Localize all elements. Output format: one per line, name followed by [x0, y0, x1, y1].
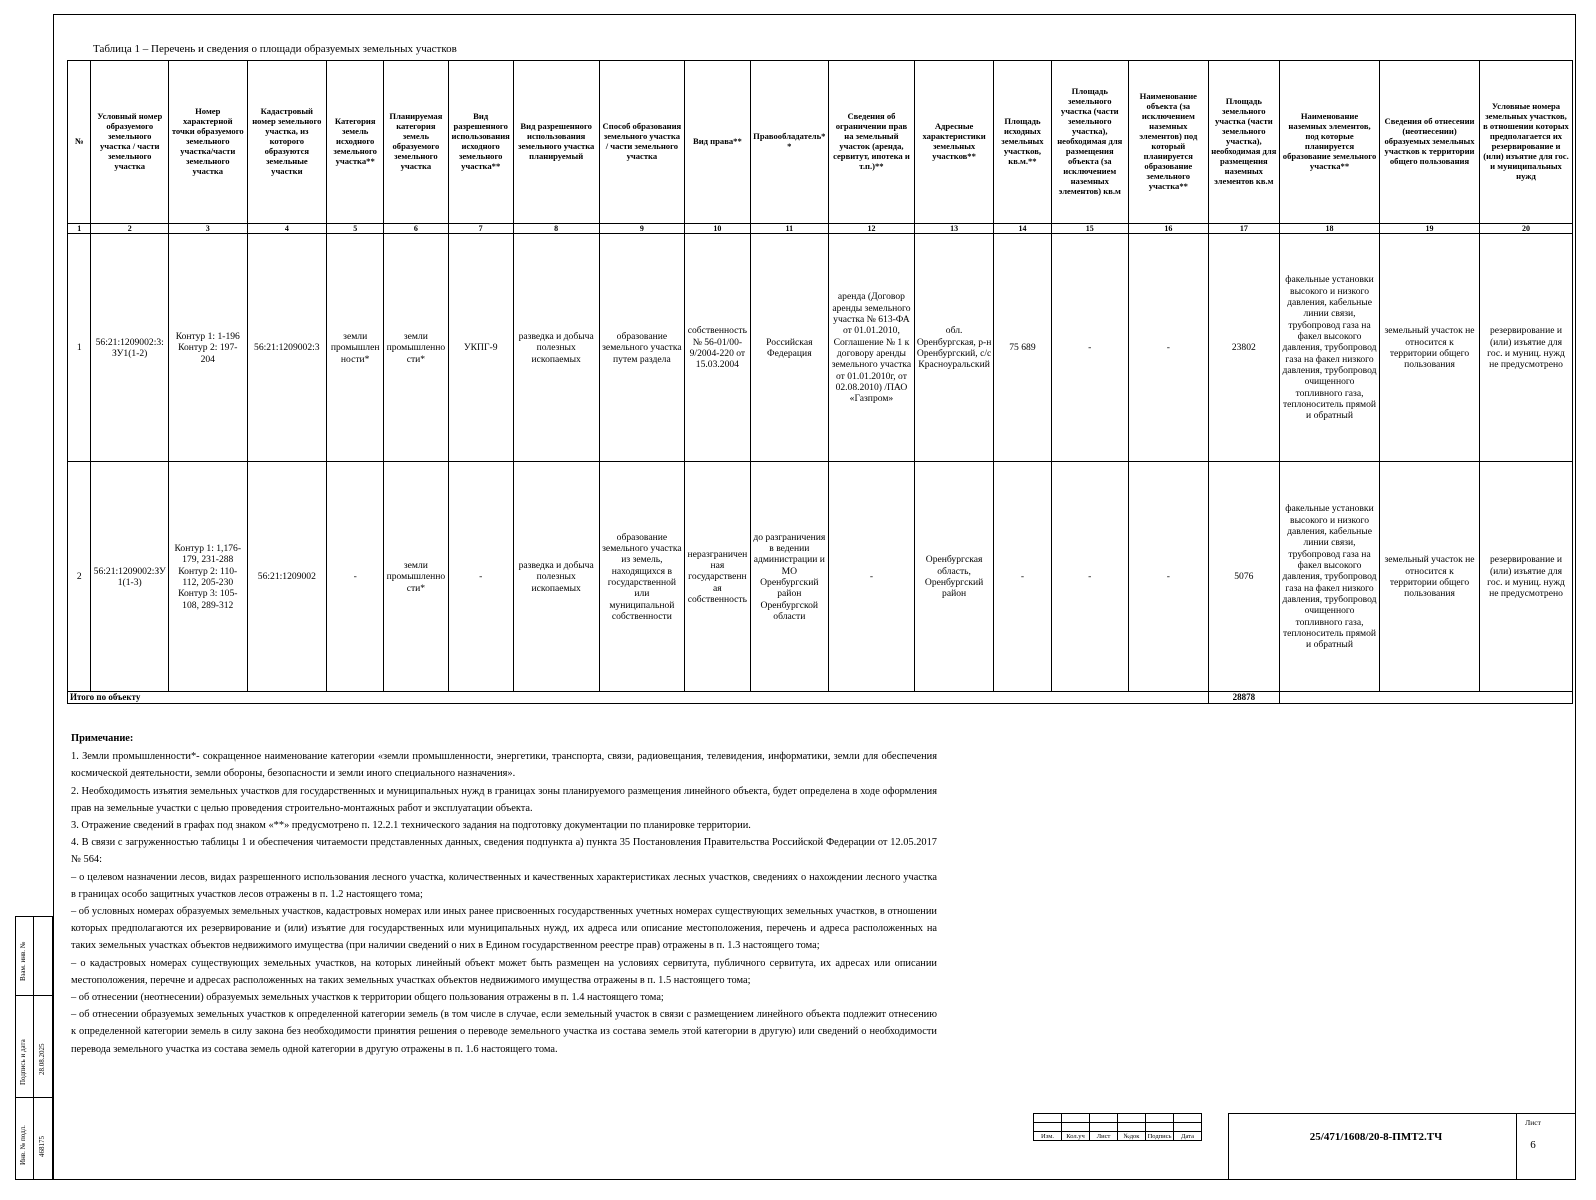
table-cell: земли промышленности* [327, 234, 384, 462]
column-header: Наименование наземных элементов, под которые планируется образование земельного участка** [1280, 61, 1380, 224]
column-header: Правообладатель** [750, 61, 829, 224]
table-cell: факельные установки высокого и низкого давления, кабельные линии связи, трубопровод газа на факел высокого давления, трубопровод газа на факел низкого давления, трубопровод очищенного топливного газа, теплоноситель прямой и обратный [1280, 462, 1380, 692]
column-header: Вид разрешенного использования исходного земельного участка** [448, 61, 513, 224]
sheet-label: Лист [1525, 1118, 1541, 1127]
table-cell: 56:21:1209002:3:ЗУ1(1-2) [91, 234, 169, 462]
document-code: 25/471/1608/20-8-ПМТ2.ТЧ [1309, 1131, 1443, 1143]
column-header: Условный номер образуемого земельного участка / части земельного участка [91, 61, 169, 224]
column-number: 2 [91, 224, 169, 234]
table-cell: 56:21:1209002:ЗУ1(1-3) [91, 462, 169, 692]
table-cell: УКПГ-9 [448, 234, 513, 462]
total-empty [1280, 692, 1573, 704]
land-plots-table [67, 60, 1573, 704]
note-item: 3. Отражение сведений в графах под знаком «**» предусмотрено п. 12.2.1 технического задания на подготовку документации по планировке территории. [71, 820, 751, 832]
note-item: 1. Земли промышленности*- сокращенное наименование категории «земли промышленности, энергетики, транспорта, связи, радиовещания, телевидения, информатики, земли для обеспечения космической деятельности, земли обороны, безопасности и земли иного специального назначения». [71, 751, 937, 780]
column-header: Наименование объекта (за исключением наземных элементов) под который планируется образование земельного участка** [1129, 61, 1209, 224]
table-caption: Таблица 1 – Перечень и сведения о площади образуемых земельных участков [93, 43, 457, 55]
column-header: Площадь земельного участка (части земельного участка), необходимая для размещения объекта (за исключением наземных элементов) кв.м [1051, 61, 1129, 224]
title-block-label: №док [1118, 1132, 1146, 1141]
table-cell: - [1129, 462, 1209, 692]
table-cell: - [1051, 462, 1129, 692]
title-block-label: Изм. [1034, 1132, 1062, 1141]
note-item: – об отнесении образуемых земельных участков к определенной категории земель (в том числе в случае, если земельный участок в связи с размещением линейного объекта подлежит отнесению к определенной категории земель в силу закона без необходимости принятия решения о переводе земельного участка из состава земель этой категории в другую) или сведений о необходимости перевода земельного участка из состава земель одной категории в другую отражены в п. 1.6 настоящего тома. [71, 1009, 937, 1055]
side-stamp-label: Инв. № подл. [19, 1125, 27, 1165]
column-number: 4 [247, 224, 327, 234]
table-row [68, 462, 1573, 692]
table-cell: резервирование и (или) изъятие для гос. и муниц. нужд не предусмотрено [1480, 462, 1573, 692]
title-block-labels [1034, 1132, 1202, 1141]
column-header: Планируемая категория земель образуемого земельного участка [384, 61, 448, 224]
table-cell: 1 [68, 234, 91, 462]
note-item: 2. Необходимость изъятия земельных участков для государственных и муниципальных нужд в границах зоны планируемого размещения линейного объекта, будет определена в ходе оформления прав на земельные участки с целью проведения строительно-монтажных работ и эксплуатации объекта. [71, 785, 937, 814]
column-numbers-row [68, 224, 1573, 234]
note-item: – о кадастровых номерах существующих земельных участков, на которых линейный объект может быть размещен на условиях сервитута, публичного сервитута, их адресах или описании местоположения, перечне и адресах расположенных на таких земельных участках объектов недвижимого имущества отражены в п. 1.5 настоящего тома; [71, 957, 937, 986]
column-number: 19 [1380, 224, 1480, 234]
side-stamp-line [16, 995, 52, 996]
table-cell: 23802 [1208, 234, 1279, 462]
column-header: Площадь исходных земельных участков, кв.м.** [994, 61, 1051, 224]
column-header: Категория земель исходного земельного участка** [327, 61, 384, 224]
column-header: Вид разрешенного использования земельного участка планируемый [513, 61, 599, 224]
table-cell: неразграниченная государственная собственность [685, 462, 750, 692]
table-cell: - [829, 462, 915, 692]
column-number: 1 [68, 224, 91, 234]
table-cell: земли промышленности* [384, 462, 448, 692]
column-header: Сведения об ограничении прав на земельный участок (аренда, сервитут, ипотека и т.п.)** [829, 61, 915, 224]
table-cell: - [994, 462, 1051, 692]
side-stamp-label: Подпись и дата [19, 1039, 27, 1085]
column-number: 8 [513, 224, 599, 234]
title-block-grid [1033, 1113, 1202, 1141]
table-cell: факельные установки высокого и низкого давления, кабельные линии связи, трубопровод газа на факел высокого давления, трубопровод газа на факел низкого давления, трубопровод очищенного топливного газа, теплоноситель прямой и обратный [1280, 234, 1380, 462]
column-header: Вид права** [685, 61, 750, 224]
table-cell: 56:21:1209002 [247, 462, 327, 692]
column-number: 11 [750, 224, 829, 234]
column-header: Номер характерной точки образуемого земельного участка/части земельного участка [168, 61, 247, 224]
table-cell: разведка и добыча полезных ископаемых [513, 234, 599, 462]
total-value: 28878 [1208, 692, 1279, 704]
table-cell: 75 689 [994, 234, 1051, 462]
notes-list [71, 748, 937, 1058]
table-cell: обл. Оренбургская, р-н Оренбургский, с/с Красноуральский [914, 234, 994, 462]
title-block-label: Подпись [1146, 1132, 1174, 1141]
table-cell: образование земельного участка из земель, находящихся в государственной или муниципальной собственности [599, 462, 685, 692]
table-cell: - [327, 462, 384, 692]
table-cell: - [1051, 234, 1129, 462]
table-cell: аренда (Договор аренды земельного участка № 613-ФА от 01.01.2010, Соглашение № 1 к договору аренды земельного участка от 01.01.2010г, от 02.08.2010) /ПАО «Газпром» [829, 234, 915, 462]
column-header: Кадастровый номер земельного участка, из которого образуются земельные участки [247, 61, 327, 224]
column-header: Адресные характеристики земельных участков** [914, 61, 994, 224]
column-number: 20 [1480, 224, 1573, 234]
total-row [68, 692, 1573, 704]
sheet-number: 6 [1530, 1139, 1536, 1151]
table-cell: земельный участок не относится к территории общего пользования [1380, 462, 1480, 692]
table-cell: земли промышленности* [384, 234, 448, 462]
table-cell: земельный участок не относится к территории общего пользования [1380, 234, 1480, 462]
column-header: Условные номера земельных участков, в отношении которых предполагается их резервирование и (или) изъятие для гос. и муниципальных нужд [1480, 61, 1573, 224]
side-stamp-inv: 468175 [38, 1136, 46, 1157]
column-header: № [68, 61, 91, 224]
table-cell: 56:21:1209002:3 [247, 234, 327, 462]
title-block-label: Дата [1174, 1132, 1202, 1141]
table-cell: собственность № 56-01/00-9/2004-220 от 15.03.2004 [685, 234, 750, 462]
side-stamp-divider [33, 917, 34, 1179]
column-number: 7 [448, 224, 513, 234]
table-cell: разведка и добыча полезных ископаемых [513, 462, 599, 692]
title-block-label: Кол.уч [1062, 1132, 1090, 1141]
side-stamp [15, 916, 53, 1180]
column-number: 6 [384, 224, 448, 234]
side-stamp-label: Взам. инв. № [19, 941, 27, 981]
table-cell: - [448, 462, 513, 692]
note-item: – о целевом назначении лесов, видах разрешенного использования лесного участка, количественных и качественных характеристиках лесных участков, сведениях о нахождении лесного участка в границах особо защитных участков лесов отражены в п. 1.2 настоящего тома; [71, 871, 937, 900]
column-number: 18 [1280, 224, 1380, 234]
column-number: 9 [599, 224, 685, 234]
table-cell: - [1129, 234, 1209, 462]
table-cell: 5076 [1208, 462, 1279, 692]
note-item: – об условных номерах образуемых земельных участков, кадастровых номерах или иных ранее присвоенных государственных учетных номерах существующих земельных участков, в отношении которых предполагаются их резервирование и (или) изъятие для государственных или муниципальных нужд, их адреса или описание местоположения, перечень и адреса расположенных на таких земельных участках объектов недвижимого имущества (при наличии сведений о них в Едином государственном реестре прав) отражены в п. 1.3 настоящего тома; [71, 906, 937, 952]
side-stamp-date: 28.08.2025 [38, 1043, 46, 1075]
column-number: 14 [994, 224, 1051, 234]
title-block-label: Лист [1090, 1132, 1118, 1141]
column-header: Площадь земельного участка (части земельного участка), необходимая для размещения наземных элементов кв.м [1208, 61, 1279, 224]
note-item: 4. В связи с загруженностью таблицы 1 и обеспечения читаемости представленных данных, сведения подпункта а) пункта 35 Постановления Правительства Российской Федерации от 12.05.2017 № 564: [71, 837, 937, 866]
column-number: 16 [1129, 224, 1209, 234]
table-cell: Контур 1: 1,176-179, 231-288 Контур 2: 110-112, 205-230 Контур 3: 105-108, 289-312 [168, 462, 247, 692]
table-cell: Российская Федерация [750, 234, 829, 462]
table-cell: Оренбургская область, Оренбургский район [914, 462, 994, 692]
column-number: 10 [685, 224, 750, 234]
column-header: Способ образования земельного участка / части земельного участка [599, 61, 685, 224]
column-header: Сведения об отнесении (неотнесении) образуемых земельных участков к территории общего пользования [1380, 61, 1480, 224]
side-stamp-line [16, 1097, 52, 1098]
table-header-row [68, 61, 1573, 224]
column-number: 12 [829, 224, 915, 234]
column-number: 13 [914, 224, 994, 234]
column-number: 3 [168, 224, 247, 234]
table-cell: образование земельного участка путем раздела [599, 234, 685, 462]
column-number: 5 [327, 224, 384, 234]
column-number: 15 [1051, 224, 1129, 234]
table-cell: Контур 1: 1-196 Контур 2: 197-204 [168, 234, 247, 462]
table-cell: резервирование и (или) изъятие для гос. и муниц. нужд не предусмотрено [1480, 234, 1573, 462]
notes-title: Примечание: [71, 733, 134, 744]
table-cell: до разграничения в ведении администрации и МО Оренбургский район Оренбургской области [750, 462, 829, 692]
table-row [68, 234, 1573, 462]
note-item: – об отнесении (неотнесении) образуемых земельных участков к территории общего пользования отражены в п. 1.4 настоящего тома; [71, 992, 664, 1004]
column-number: 17 [1208, 224, 1279, 234]
table-cell: 2 [68, 462, 91, 692]
total-label: Итого по объекту [68, 692, 1209, 704]
notes-section [71, 730, 937, 1058]
